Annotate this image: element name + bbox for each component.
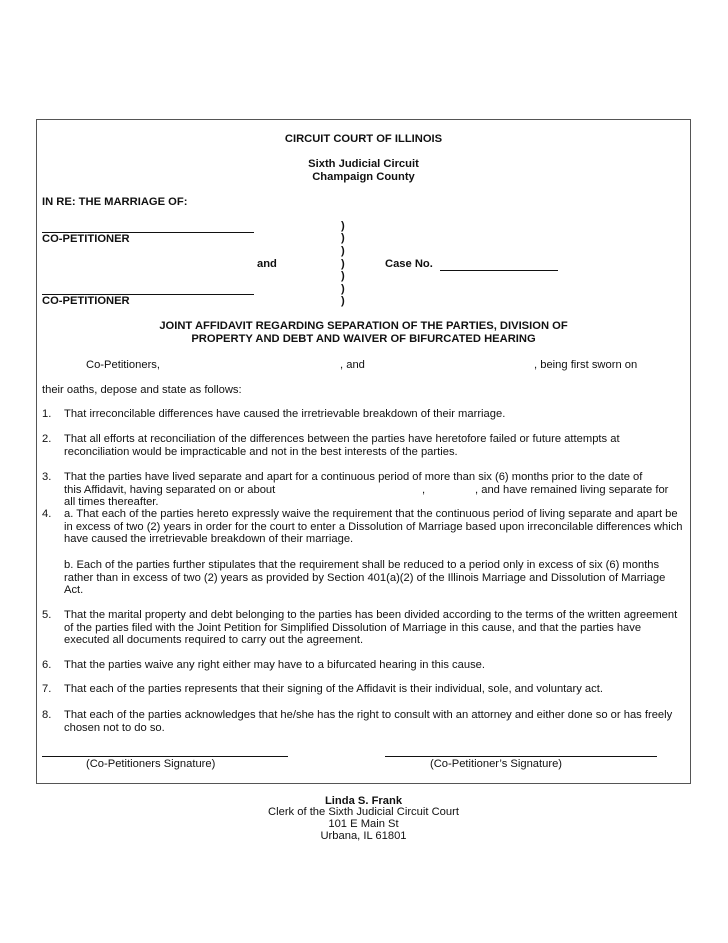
copetitioner-2-label: CO-PETITIONER: [42, 295, 130, 307]
circuit-name: Sixth Judicial Circuit: [308, 158, 419, 170]
case-no-label: Case No.: [385, 258, 433, 270]
item-3-text-line2a: this Affidavit, having separated on or about: [64, 484, 276, 496]
signature-line-right[interactable]: [385, 756, 657, 757]
item-1-text: That irreconcilable differences have caused the irretrievable breakdown of their marriage.: [64, 408, 506, 420]
item-number: 8.: [42, 709, 52, 721]
case-no-line[interactable]: [440, 270, 558, 271]
signature-label-right: (Co-Petitioner’s Signature): [430, 758, 563, 770]
item-3-text-line1: That the parties have lived separate and apart for a continuous period of more than six (6) months prior to the date of: [64, 471, 643, 483]
clerk-title: Clerk of the Sixth Judicial Circuit Court: [268, 806, 459, 818]
intro-and: , and: [340, 359, 365, 371]
in-re-label: IN RE: THE MARRIAGE OF:: [42, 196, 188, 208]
intro-sworn: , being first sworn on: [534, 359, 638, 371]
item-3-text-line2c: , and have remained living separate for: [475, 484, 669, 496]
signature-line-left[interactable]: [42, 756, 288, 757]
item-number: 6.: [42, 659, 52, 671]
caption-paren: ): [341, 220, 345, 232]
clerk-street: 101 E Main St: [328, 818, 399, 830]
intro-copetitioners: Co-Petitioners,: [86, 359, 160, 371]
item-4a-text: a. That each of the parties hereto expressly waive the requirement that the continuous period of living separate and apart be in excess of two (2) years in order for the court to enter a Dissolution of Marriage based upon irreconcilable differences which have caused the irretrievable breakdown of their marriage.: [64, 508, 683, 546]
item-number: 1.: [42, 408, 52, 420]
item-number: 5.: [42, 609, 52, 621]
item-7-text: That each of the parties represents that their signing of the Affidavit is their individual, sole, and voluntary act.: [64, 683, 603, 695]
signature-label-left: (Co-Petitioners Signature): [86, 758, 216, 770]
caption-paren: ): [341, 245, 345, 257]
copetitioner-1-label: CO-PETITIONER: [42, 233, 130, 245]
item-number: 3.: [42, 471, 52, 483]
clerk-name: Linda S. Frank: [324, 795, 403, 807]
item-5-text: That the marital property and debt belonging to the parties has been divided according to the terms of the written agreement of the parties filed with the Joint Petition for Simplified Dissolution of Marriage in this cause, and that the parties have executed all documents required to carry out the agreement.: [64, 609, 678, 647]
affidavit-title-line1: JOINT AFFIDAVIT REGARDING SEPARATION OF THE PARTIES, DIVISION OF: [159, 320, 568, 332]
and-label: and: [257, 258, 277, 270]
intro-oaths: their oaths, depose and state as follows:: [42, 384, 242, 396]
caption-paren: ): [341, 232, 345, 244]
item-number: 2.: [42, 433, 52, 445]
item-3-text-line3: all times thereafter.: [64, 496, 159, 508]
item-2-text: That all efforts at reconciliation of the differences between the parties have heretofore failed or future attempts at reconciliation would be impracticable and not in the best interests of the parties.: [64, 433, 620, 458]
caption-paren: ): [341, 258, 345, 270]
affidavit-title-line2: PROPERTY AND DEBT AND WAIVER OF BIFURCATED HEARING: [191, 333, 536, 345]
county-name: Champaign County: [312, 171, 415, 183]
item-3-text-line2b: ,: [422, 484, 426, 496]
caption-paren: ): [341, 283, 345, 295]
item-number: 4.: [42, 508, 52, 520]
caption-paren: ): [341, 270, 345, 282]
court-name: CIRCUIT COURT OF ILLINOIS: [284, 133, 443, 145]
item-4b-text: b. Each of the parties further stipulates that the requirement shall be reduced to a period only in excess of six (6) months rather than in excess of two (2) years as provided by Section 401(a)(2) of the Illinois Marriage and Dissolution of Marriage Act.: [64, 559, 666, 597]
clerk-city: Urbana, IL 61801: [320, 830, 407, 842]
item-6-text: That the parties waive any right either may have to a bifurcated hearing in this cause.: [64, 659, 486, 671]
caption-paren: ): [341, 295, 345, 307]
item-8-text: That each of the parties acknowledges that he/she has the right to consult with an attorney and either done so or has freely chosen not to do so.: [64, 709, 673, 734]
item-number: 7.: [42, 683, 52, 695]
